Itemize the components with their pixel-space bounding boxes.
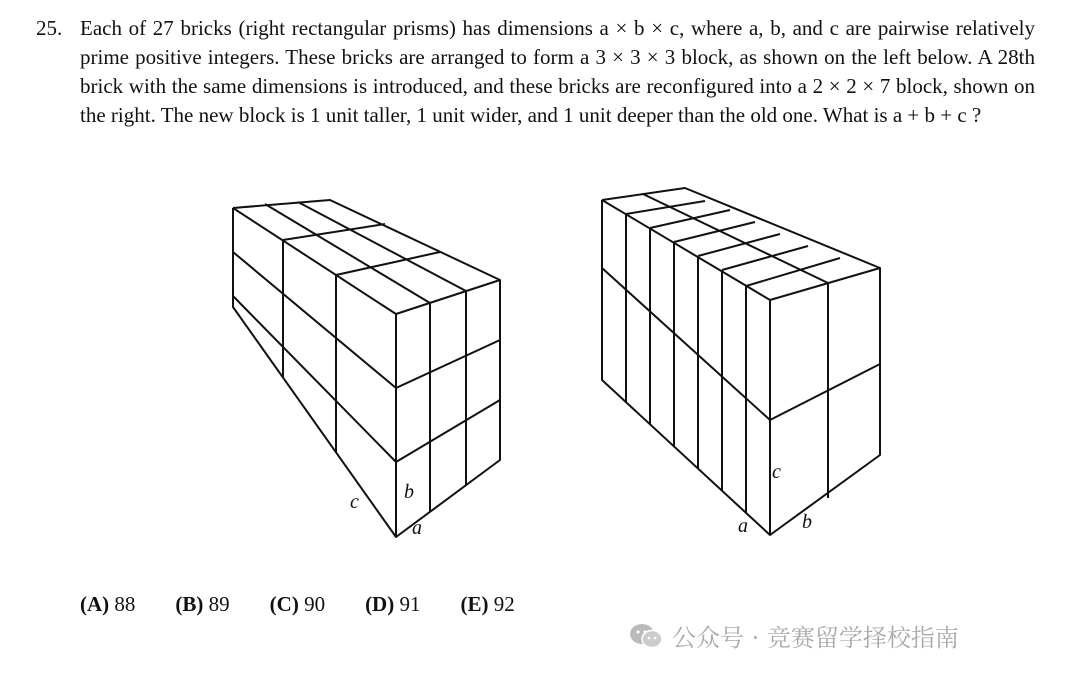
left-block-diagram bbox=[200, 180, 520, 560]
problem-statement: Each of 27 bricks (right rectangular prisms) has dimensions a × b × c, where a, b, and c are pairwise relatively prime positive integers. These bricks are arranged to form a 3 × 3 × 3 block, as shown on the left below. A 28th brick with the same dimensions is introduced, and these bricks are reconfigured into a 2 × 2 × 7 block, shown on the right. The new block is 1 unit taller, 1 unit wider, and 1 unit deeper than the old one. What is a + b + c ? bbox=[80, 16, 1035, 127]
choice-value: 90 bbox=[304, 592, 326, 616]
right-side-line bbox=[602, 268, 770, 420]
watermark bbox=[628, 618, 959, 653]
choice-value: 89 bbox=[208, 592, 230, 616]
choice-letter: (D) bbox=[365, 592, 395, 616]
choice-e[interactable] bbox=[460, 592, 514, 617]
right-label-b: b bbox=[802, 511, 812, 533]
left-top-line bbox=[298, 202, 466, 291]
left-top-line bbox=[283, 224, 385, 240]
right-top-front-edge bbox=[770, 268, 880, 300]
right-top-line bbox=[698, 234, 780, 256]
left-label-c: c bbox=[350, 491, 359, 513]
right-top-line bbox=[650, 210, 730, 228]
choice-c[interactable] bbox=[270, 592, 325, 617]
answer-choices bbox=[80, 592, 555, 617]
choice-letter: (A) bbox=[80, 592, 110, 616]
right-label-c: c bbox=[772, 461, 781, 483]
right-block-figure bbox=[580, 180, 900, 560]
choice-b[interactable] bbox=[175, 592, 229, 617]
right-label-a: a bbox=[738, 515, 748, 537]
left-top-line bbox=[265, 204, 430, 303]
left-block-figure bbox=[200, 180, 520, 560]
choice-value: 91 bbox=[399, 592, 421, 616]
left-label-b: b bbox=[404, 481, 414, 503]
choice-d[interactable] bbox=[365, 592, 420, 617]
problem-number: 25. bbox=[36, 16, 63, 40]
right-top-line bbox=[674, 222, 755, 242]
left-top-front-edge bbox=[396, 280, 500, 314]
left-outline bbox=[233, 200, 500, 537]
left-label-a: a bbox=[412, 517, 422, 539]
right-top-line bbox=[626, 201, 705, 214]
choice-value: 92 bbox=[493, 592, 515, 616]
watermark-text: 公众号 · 竞赛留学择校指南 bbox=[672, 624, 959, 652]
right-block-diagram bbox=[580, 180, 900, 560]
right-front-line bbox=[770, 364, 880, 420]
choice-letter: (C) bbox=[269, 592, 299, 616]
left-front-line bbox=[396, 400, 500, 462]
choice-a[interactable] bbox=[80, 592, 135, 617]
choice-letter: (E) bbox=[460, 592, 489, 616]
wechat-icon bbox=[628, 621, 664, 651]
choice-letter: (B) bbox=[175, 592, 204, 616]
left-front-line bbox=[396, 340, 500, 388]
choice-value: 88 bbox=[114, 592, 136, 616]
left-top-edge bbox=[233, 208, 396, 314]
